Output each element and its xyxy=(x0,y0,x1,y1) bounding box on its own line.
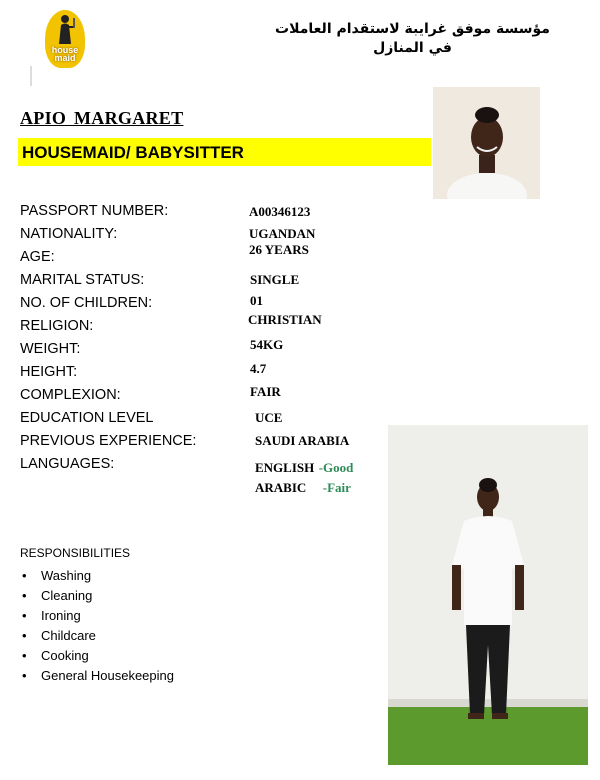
detail-value-nationality: UGANDAN xyxy=(249,226,316,241)
language-name: ARABIC xyxy=(255,480,307,495)
company-logo xyxy=(40,8,90,82)
language-level: -Good xyxy=(318,460,354,475)
language-name: ENGLISH xyxy=(255,460,315,475)
detail-value-weight: 54KG xyxy=(250,337,284,352)
detail-value-religion: CHRISTIAN xyxy=(248,312,322,327)
language-row-english xyxy=(255,459,353,477)
bullet: • xyxy=(22,648,27,663)
list-item xyxy=(20,666,174,686)
detail-value-age: 26 YEARS xyxy=(249,242,309,257)
bullet: • xyxy=(22,568,27,583)
detail-value-children: 01 xyxy=(250,293,263,308)
detail-label-experience: PREVIOUS EXPERIENCE: xyxy=(20,433,197,449)
logo-divider xyxy=(30,66,32,86)
detail-label-education: EDUCATION LEVEL xyxy=(20,410,154,426)
detail-value-passport: A00346123 xyxy=(249,204,311,219)
bullet: • xyxy=(22,628,27,643)
candidate-name: APIO MARGARET xyxy=(20,108,184,128)
detail-label-marital-status: MARITAL STATUS: xyxy=(20,272,145,288)
detail-label-children: NO. OF CHILDREN: xyxy=(20,295,153,311)
list-item xyxy=(20,646,174,666)
detail-label-weight: WEIGHT: xyxy=(20,341,81,357)
bullet: • xyxy=(22,588,27,603)
detail-label-passport: PASSPORT NUMBER: xyxy=(20,203,169,219)
list-item xyxy=(20,626,174,646)
list-item xyxy=(20,606,174,626)
detail-value-height: 4.7 xyxy=(250,361,267,376)
detail-label-languages: LANGUAGES: xyxy=(20,456,115,472)
detail-label-complexion: COMPLEXION: xyxy=(20,387,121,403)
language-row-arabic xyxy=(255,479,351,497)
detail-value-marital-status: SINGLE xyxy=(250,272,300,287)
list-item xyxy=(20,586,174,606)
detail-label-nationality: NATIONALITY: xyxy=(20,226,118,242)
portrait-photo xyxy=(433,87,540,199)
responsibility-text: Childcare xyxy=(41,628,96,643)
detail-value-complexion: FAIR xyxy=(250,384,281,399)
agency-name-arabic: مؤسسة موفق غرايبة لاستقدام العاملات في المنازل xyxy=(275,21,550,56)
responsibility-text: Cooking xyxy=(41,648,89,663)
language-level: -Fair xyxy=(322,480,351,495)
detail-label-height: HEIGHT: xyxy=(20,364,78,380)
detail-label-age: AGE: xyxy=(20,249,55,265)
responsibility-text: General Housekeeping xyxy=(41,668,174,683)
logo-text: house maid xyxy=(51,45,79,63)
full-body-photo xyxy=(388,425,588,765)
candidate-role: HOUSEMAID/ BABYSITTER xyxy=(22,143,244,162)
responsibility-text: Ironing xyxy=(41,608,81,623)
housemaid-figure-icon xyxy=(54,14,76,44)
responsibilities-list xyxy=(20,566,174,686)
responsibility-text: Cleaning xyxy=(41,588,93,603)
bullet: • xyxy=(22,608,27,623)
detail-value-education: UCE xyxy=(255,410,283,425)
responsibility-text: Washing xyxy=(41,568,92,583)
responsibilities-title: RESPONSIBILITIES xyxy=(20,546,131,560)
detail-value-experience: SAUDI ARABIA xyxy=(255,433,350,448)
detail-label-religion: RELIGION: xyxy=(20,318,94,334)
bullet: • xyxy=(22,668,27,683)
list-item xyxy=(20,566,174,586)
